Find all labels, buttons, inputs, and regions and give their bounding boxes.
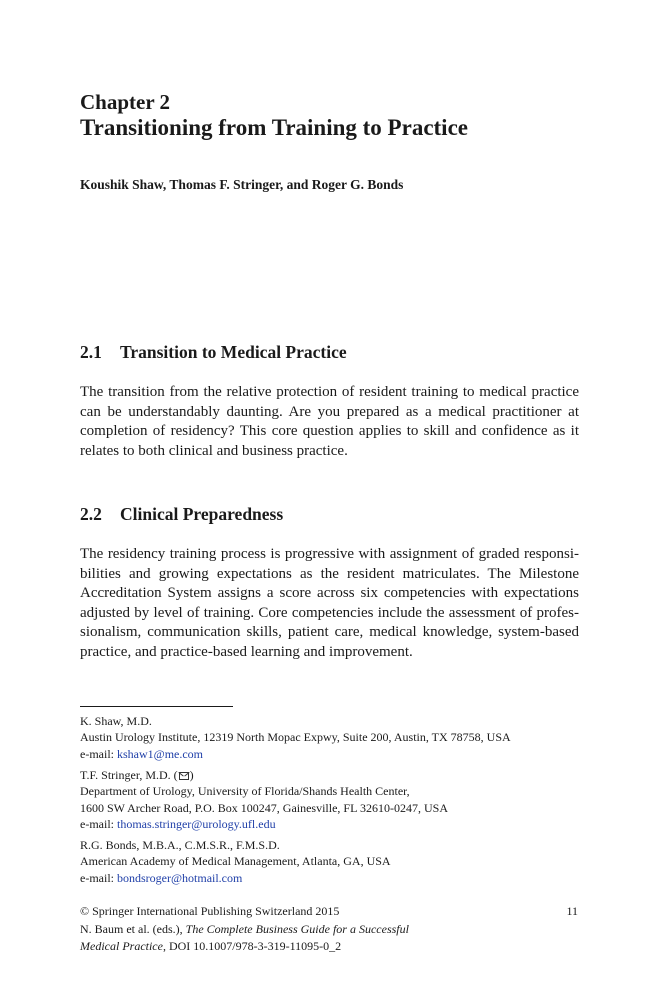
book-title: The Complete Business Guide for a Successful [185,921,409,936]
author-name: T.F. Stringer, M.D. ( ) [80,768,194,782]
section-heading-2-1 [80,341,347,363]
doi: , DOI 10.1007/978-3-319-11095-0_2 [162,939,342,954]
section-title: Transition to Medical Practice [120,342,347,362]
author-footnote-stringer [80,767,590,833]
footnote-divider [80,706,233,707]
author-affiliation: American Academy of Medical Management, Atlanta, GA, USA [80,854,391,869]
editors-line: N. Baum et al. (eds.), The Complete Business Guide for a Successful [80,921,409,936]
author-footnote-bonds [80,837,590,886]
email-link[interactable]: kshaw1@me.com [116,746,204,761]
doi-line [80,938,409,956]
publication-footer [80,903,409,956]
envelope-icon [179,772,189,780]
section-number: 2.2 [80,504,102,524]
section-paragraph-2-2: The residency training process is progressive with assignment of graded responsibilities and growing expectations as the resident matriculates. The Milestone Accreditation System assigns a score across six competencies with expectations adjusted by level of training. Core competencies include the assessment of professionalism, communication skills, patient care, medical knowledge, system-based practice, and practice-based learning and improvement. [80,546,579,660]
book-title: Medical Practice [80,939,163,954]
author-email-line: e-mail: kshaw1@me.com [80,746,204,761]
author-affiliation: 1600 SW Archer Road, P.O. Box 100247, Gainesville, FL 32610-0247, USA [80,800,448,815]
email-link[interactable]: thomas.stringer@urology.ufl.edu [116,817,276,832]
author-name: K. Shaw, M.D. [80,714,152,728]
section-paragraph-2-1: The transition from the relative protection of resident training to medical practice can be understandably daunting. Are you prepared as a medical practitioner at completion of residency? This core question applies to skill and confidence as it relates to both clinical and business practice. [80,384,579,459]
email-link[interactable]: bondsroger@hotmail.com [116,870,243,885]
author-email-line: e-mail: bondsroger@hotmail.com [80,870,243,885]
page-number: 11 [566,904,578,918]
section-heading-2-2 [80,503,283,525]
chapter-title: Transitioning from Training to Practice [80,115,468,140]
author-name: R.G. Bonds, M.B.A., C.M.S.R., F.M.S.D. [80,838,280,852]
copyright-line: © Springer International Publishing Switzerland 2015 [80,904,340,918]
author-affiliation: Austin Urology Institute, 12319 North Mopac Expwy, Suite 200, Austin, TX 78758, USA [80,730,511,745]
chapter-label: Chapter 2 [80,90,171,114]
section-number: 2.1 [80,342,102,362]
author-footnote-shaw [80,713,590,762]
author-affiliation: Department of Urology, University of Florida/Shands Health Center, [80,784,410,799]
author-email-line: e-mail: thomas.stringer@urology.ufl.edu [80,817,276,832]
chapter-authors: Koushik Shaw, Thomas F. Stringer, and Roger G. Bonds [80,177,404,192]
section-title: Clinical Preparedness [120,504,284,524]
